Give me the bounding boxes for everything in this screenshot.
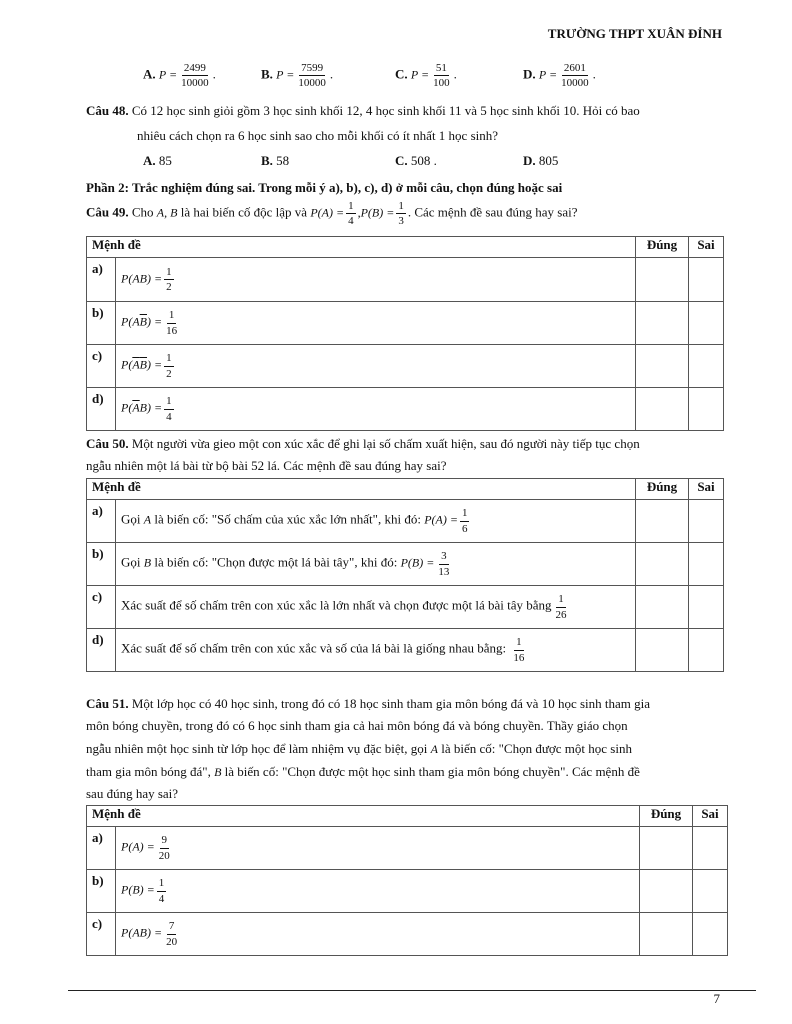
q50-text-line1: Câu 50. Một người vừa gieo một con xúc xắc để ghi lại số chấm xuất hiện, sau đó người này tiếp tục chọn [86,436,640,451]
school-header: TRƯỜNG THPT XUÂN ĐỈNH [547,26,722,41]
table-row: d) $P(\overline{A}B)$ = $\frac{1}{4}$ [87,388,724,431]
q47-option-c: C. P = $\frac{51}{100}$ . [395,62,457,90]
q48-option-d: D. 805 [523,153,559,168]
col-false: Sai [689,479,724,500]
col-true: Đúng [636,237,689,258]
answer-true-cell[interactable] [636,258,689,302]
answer-false-cell[interactable] [689,543,724,586]
q47-option-b: B. P = $\frac{7599}{10000}$ . [261,62,334,90]
table-row: c) $P(\overline{A}\overline{B})$ = $\frac{1}{2}$ [87,345,724,388]
answer-false-cell[interactable] [689,500,724,543]
col-true: Đúng [636,479,689,500]
col-false: Sai [693,806,728,827]
table-row: d) Xác suất để số chấm trên con xúc xắc và số của lá bài là giống nhau bằng: $\frac{1}{16}$ [87,629,724,672]
answer-true-cell[interactable] [636,500,689,543]
answer-false-cell[interactable] [689,629,724,672]
q50-text-line2: ngẫu nhiên một lá bài từ bộ bài 52 lá. Các mệnh đề sau đúng hay sai? [86,458,447,473]
answer-true-cell[interactable] [640,827,693,870]
q51-table [86,805,728,956]
table-row: c) Xác suất để số chấm trên con xúc xắc là lớn nhất và chọn được một lá bài tây bằng $\frac{1}{26}$ [87,586,724,629]
table-row: b) Gọi B là biến cố: "Chọn được một lá bài tây", khi đó: P(B) = $\frac{3}{13}$ [87,543,724,586]
answer-false-cell[interactable] [693,870,728,913]
q51-text-line3: ngẫu nhiên một học sinh từ lớp học để làm nhiệm vụ đặc biệt, gọi A là biến cố: "Chọn được một học sinh [86,741,632,756]
q50-table [86,478,724,672]
table-row: a) P(AB) = $\frac{1}{2}$ [87,258,724,302]
answer-false-cell[interactable] [693,827,728,870]
answer-false-cell[interactable] [689,345,724,388]
q47-option-a: A. P = $\frac{2499}{10000}$ . [143,62,216,90]
q48-option-c: C. 508 . [395,153,437,168]
answer-true-cell[interactable] [636,543,689,586]
q48-option-b: B. 58 [261,153,290,168]
page-number: 7 [713,991,720,1006]
table-row: a) Gọi A là biến cố: "Số chấm của xúc xắc lớn nhất", khi đó: P(A) = $\frac{1}{6}$ [87,500,724,543]
answer-true-cell[interactable] [636,629,689,672]
answer-false-cell[interactable] [689,258,724,302]
answer-true-cell[interactable] [640,913,693,956]
part2-title: Phần 2: Trắc nghiệm đúng sai. Trong mỗi ý a), b), c), d) ở mỗi câu, chọn đúng hoặc sai [86,180,563,195]
answer-true-cell[interactable] [636,345,689,388]
col-statement: Mệnh đề [87,237,636,258]
q47-option-d: D. P = $\frac{2601}{10000}$ . [523,62,596,90]
table-row: c) P(AB) = $\frac{7}{20}$ [87,913,728,956]
answer-false-cell[interactable] [689,388,724,431]
q51-text-line5: sau đúng hay sai? [86,786,179,801]
table-row: b) P(B) = $\frac{1}{4}$ [87,870,728,913]
q51-text-line4: tham gia môn bóng đá", B là biến cố: "Chọn được một học sinh tham gia môn bóng chuyền". Các mệnh đề [86,764,640,779]
col-false: Sai [689,237,724,258]
answer-true-cell[interactable] [640,870,693,913]
q51-text-line2: môn bóng chuyền, trong đó có 6 học sinh tham gia cả hai môn bóng đá và bóng chuyền. Thầy giáo chọn [86,718,628,733]
q51-text-line1: Câu 51. Một lớp học có 40 học sinh, trong đó có 18 học sinh tham gia môn bóng đá và 10 học sinh tham gia [86,696,651,711]
col-statement: Mệnh đề [87,479,636,500]
col-true: Đúng [640,806,693,827]
answer-true-cell[interactable] [636,388,689,431]
table-row: a) P(A) = $\frac{9}{20}$ [87,827,728,870]
q48-text-line2: nhiêu cách chọn ra 6 học sinh sao cho mỗi khối có ít nhất 1 học sinh? [137,128,499,143]
answer-true-cell[interactable] [636,302,689,345]
table-row: b) $P(A\overline{B})$ = $\frac{1}{16}$ [87,302,724,345]
answer-true-cell[interactable] [636,586,689,629]
q49-table [86,236,724,431]
q48-option-a: A. 85 [143,153,172,168]
answer-false-cell[interactable] [689,302,724,345]
q49-text: Câu 49. Cho A, B là hai biến cố độc lập và P(A) = $\frac{1}{4}$ ,P(B) = $\frac{1}{3}$ . Các mệnh đề sau đúng hay sai? [86,200,578,228]
answer-false-cell[interactable] [689,586,724,629]
answer-false-cell[interactable] [693,913,728,956]
col-statement: Mệnh đề [87,806,640,827]
q48-text-line1: Câu 48. Có 12 học sinh giỏi gồm 3 học sinh khối 12, 4 học sinh khối 11 và 5 học sinh khối 10. Hỏi có bao [86,103,640,118]
footer-divider [68,990,756,991]
